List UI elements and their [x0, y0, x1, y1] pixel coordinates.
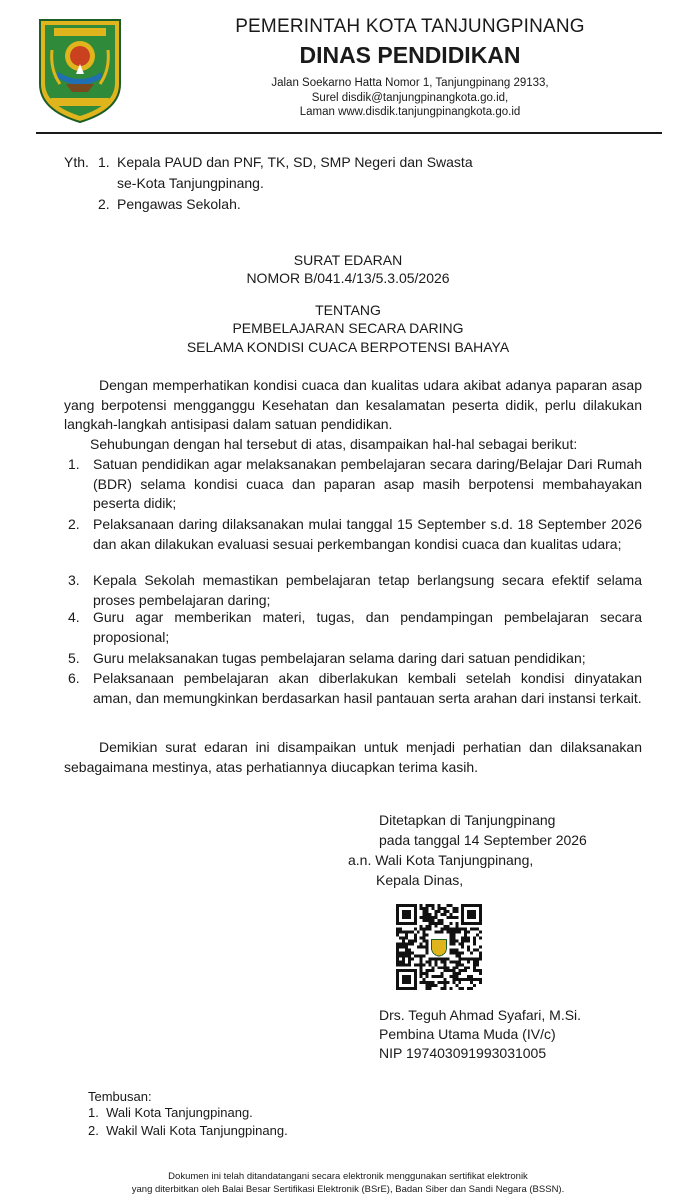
recipient-2: Pengawas Sekolah.	[117, 196, 241, 212]
intro-paragraph	[64, 376, 642, 435]
document-type: SURAT EDARAN	[293, 252, 403, 268]
copies-label: Tembusan:	[88, 1089, 152, 1104]
on-behalf-of: a.n. Wali Kota Tanjungpinang,	[348, 852, 534, 868]
address-line: Jalan Soekarno Hatta Nomor 1, Tanjungpinang 29133,	[271, 77, 549, 89]
recipient-1-number: 1.	[98, 154, 110, 170]
footer-line-2: yang diterbitkan oleh Balai Besar Sertifikasi Elektronik (BSrE), Badan Siber dan Sandi Negara (BSSN).	[131, 1184, 565, 1195]
footer-line-1: Dokumen ini telah ditandatangani secara elektronik menggunakan sertifikat elektronik	[168, 1171, 528, 1182]
list-item	[64, 669, 642, 708]
recipient-1-line-1: Kepala PAUD dan PNF, TK, SD, SMP Negeri dan Swasta	[117, 154, 473, 170]
subject-label: TENTANG	[315, 302, 381, 318]
list-item	[64, 455, 642, 514]
copies-item-number: 1.	[88, 1105, 99, 1120]
list-item-text: Guru agar memberikan materi, tugas, dan pendampingan pembelajaran secara proposional;	[93, 609, 642, 645]
list-item-text: Pelaksanaan daring dilaksanakan mulai tanggal 15 September s.d. 18 September 2026 dan akan dilakukan evaluasi sesuai perkembangan kondisi cuaca dan kualitas udara;	[93, 516, 642, 552]
list-item	[64, 571, 642, 610]
email-line: Surel disdik@tanjungpinangkota.go.id,	[311, 91, 509, 104]
copies-item-number: 2.	[88, 1123, 99, 1138]
list-item-number: 5.	[68, 650, 80, 666]
document-number: NOMOR B/041.4/13/5.3.05/2026	[246, 270, 450, 286]
closing-paragraph	[64, 738, 642, 777]
recipient-prefix: Yth.	[64, 154, 89, 170]
copies-item-text: Wali Kota Tanjungpinang.	[106, 1105, 253, 1120]
list-item-number: 3.	[68, 572, 80, 588]
list-item-text: Guru melaksanakan tugas pembelajaran selama daring dari satuan pendidikan;	[93, 650, 586, 666]
signer-nip: NIP 197403091993031005	[379, 1045, 547, 1061]
closing-text: Demikian surat edaran ini disampaikan untuk menjadi perhatian dan dilaksanakan sebagaimana mestinya, atas perhatiannya diucapkan terima kasih.	[64, 739, 642, 775]
list-item	[64, 608, 642, 647]
signer-name: Drs. Teguh Ahmad Syafari, M.Si.	[379, 1007, 582, 1023]
intro-text: Dengan memperhatikan kondisi cuaca dan kualitas udara akibat adanya paparan asap yang berpotensi mengganggu Kesehatan dan kesalamatan peserta didik, perlu dilakukan langkah-langkah antisipasi dalam satuan pendidikan.	[64, 377, 642, 432]
list-item-text: Pelaksanaan pembelajaran akan diberlakukan kembali setelah kondisi dinyatakan aman, dan memungkinkan berdasarkan hasil pantauan serta arahan dari instansi terkait.	[93, 670, 642, 706]
recipient-2-number: 2.	[98, 196, 110, 212]
list-item-text: Kepala Sekolah memastikan pembelajaran tetap berlangsung secara efektif selama proses pembelajaran daring;	[93, 572, 642, 608]
letterhead-divider	[36, 132, 662, 134]
copies-item-text: Wakil Wali Kota Tanjungpinang.	[106, 1123, 288, 1138]
qr-code-signature	[396, 904, 482, 990]
government-name: PEMERINTAH KOTA TANJUNGPINANG	[235, 16, 585, 37]
list-item-number: 1.	[68, 456, 80, 472]
copies-item	[88, 1122, 288, 1140]
list-item	[64, 515, 642, 554]
agency-name: DINAS PENDIDIKAN	[299, 42, 521, 68]
list-item	[64, 649, 642, 669]
website-line: Laman www.disdik.tanjungpinangkota.go.id	[299, 106, 521, 118]
e-signature-footer	[0, 1170, 696, 1196]
copies-item	[88, 1104, 253, 1122]
list-item-text: Satuan pendidikan agar melaksanakan pembelajaran secara daring/Belajar Dari Rumah (BDR) selama kondisi cuaca dan paparan asap masih berpotensi membahayakan peserta didik;	[93, 456, 642, 511]
recipient-1-line-2: se-Kota Tanjungpinang.	[117, 175, 264, 191]
city-emblem-logo	[36, 14, 124, 124]
list-item-number: 4.	[68, 609, 80, 625]
list-item-number: 6.	[68, 670, 80, 686]
list-item-number: 2.	[68, 516, 80, 532]
subject-line-2: SELAMA KONDISI CUACA BERPOTENSI BAHAYA	[186, 339, 510, 355]
subject-line-1: PEMBELAJARAN SECARA DARING	[232, 320, 464, 336]
signing-place: Ditetapkan di Tanjungpinang	[379, 812, 556, 828]
signing-date: pada tanggal 14 September 2026	[379, 832, 587, 848]
letterhead	[140, 14, 680, 120]
lead-sentence: Sehubungan dengan hal tersebut di atas, disampaikan hal-hal sebagai berikut:	[90, 436, 578, 452]
signer-position: Kepala Dinas,	[376, 872, 464, 888]
signer-rank: Pembina Utama Muda (IV/c)	[379, 1026, 556, 1042]
agency-address	[140, 76, 680, 120]
